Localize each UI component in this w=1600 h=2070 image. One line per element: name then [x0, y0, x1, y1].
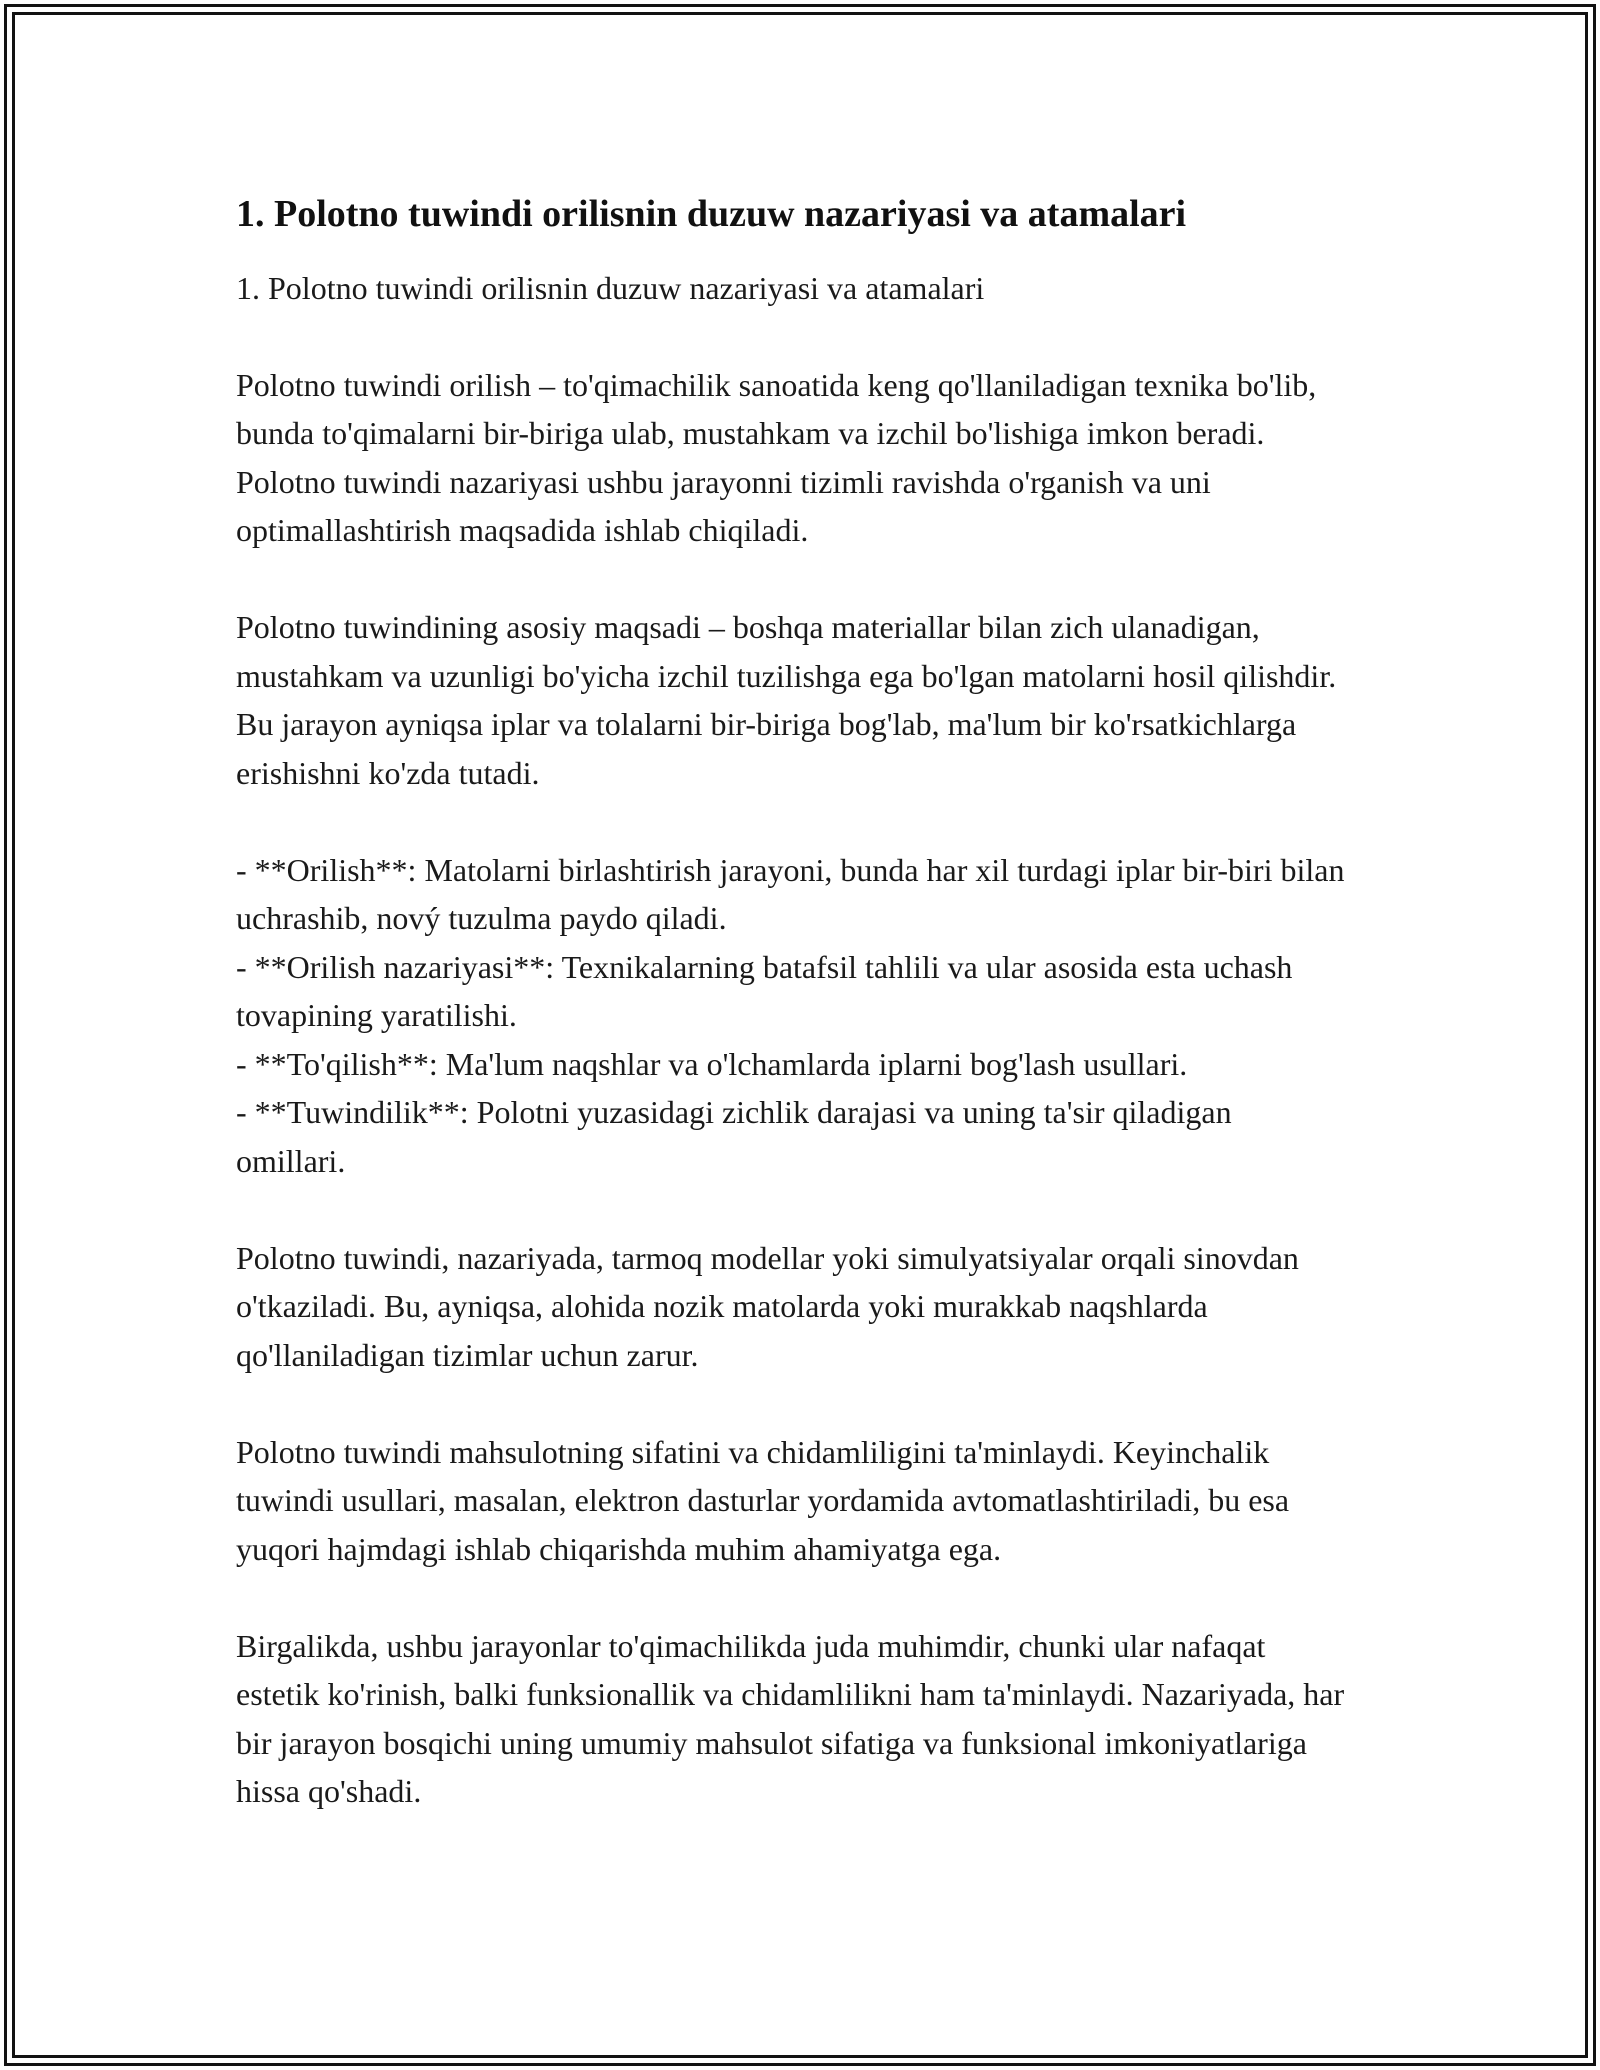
- definition-item: - **Tuwindilik**: Polotni yuzasidagi zichlik darajasi va uning ta'sir qiladigan omillari.: [236, 1094, 1232, 1179]
- document-subheading: 1. Polotno tuwindi orilisnin duzuw nazariyasi va atamalari: [236, 270, 985, 306]
- paragraph: Polotno tuwindi orilish – to'qimachilik sanoatida keng qo'llaniladigan texnika bo'lib, bunda to'qimalarni bir-biriga ulab, mustahkam va izchil bo'lishiga imkon beradi. Polotno tuwindi nazariyasi ushbu jarayonni tizimli ravishda o'rganish va uni optimallashtirish maqsadida ishlab chiqiladi.: [236, 366, 1317, 548]
- definition-item: - **Orilish nazariyasi**: Texnikalarning batafsil tahlili va ular asosida esta uchash tovapining yaratilishi.: [236, 948, 1293, 1033]
- document-heading: 1. Polotno tuwindi orilisnin duzuw nazariyasi va atamalari: [236, 193, 1187, 235]
- document-body: [236, 186, 1346, 1864]
- paragraph: Polotno tuwindi, nazariyada, tarmoq modellar yoki simulyatsiyalar orqali sinovdan o'tkaziladi. Bu, ayniqsa, alohida nozik matolarda yoki murakkab naqshlarda qo'llaniladigan tizimlar uchun zarur.: [236, 1239, 1299, 1373]
- definition-item: - **To'qilish**: Ma'lum naqshlar va o'lchamlarda iplarni bog'lash usullari.: [236, 1045, 1188, 1082]
- paragraph: Polotno tuwindi mahsulotning sifatini va chidamliligini ta'minlaydi. Keyinchalik tuwindi usullari, masalan, elektron dasturlar yordamida avtomatlashtiriladi, bu esa yuqori hajmdagi ishlab chiqarishda muhim ahamiyatga ega.: [236, 1433, 1290, 1567]
- paragraph: Birgalikda, ushbu jarayonlar to'qimachilikda juda muhimdir, chunki ular nafaqat estetik ko'rinish, balki funksionallik va chidamlilikni ham ta'minlaydi. Nazariyada, har bir jarayon bosqichi uning umumiy mahsulot sifatiga va funksional imkoniyatlariga hissa qo'shadi.: [236, 1627, 1345, 1809]
- definition-item: - **Orilish**: Matolarni birlashtirish jarayoni, bunda har xil turdagi iplar bir-biri bilan uchrashib, nový tuzulma paydo qiladi.: [236, 851, 1345, 936]
- paragraph: Polotno tuwindining asosiy maqsadi – boshqa materiallar bilan zich ulanadigan, mustahkam va uzunligi bo'yicha izchil tuzilishga ega bo'lgan matolarni hosil qilishdir. Bu jarayon ayniqsa iplar va tolalarni bir-biriga bog'lab, ma'lum bir ko'rsatkichlarga erishishni ko'zda tutadi.: [236, 609, 1337, 791]
- definition-list: [236, 846, 1346, 1186]
